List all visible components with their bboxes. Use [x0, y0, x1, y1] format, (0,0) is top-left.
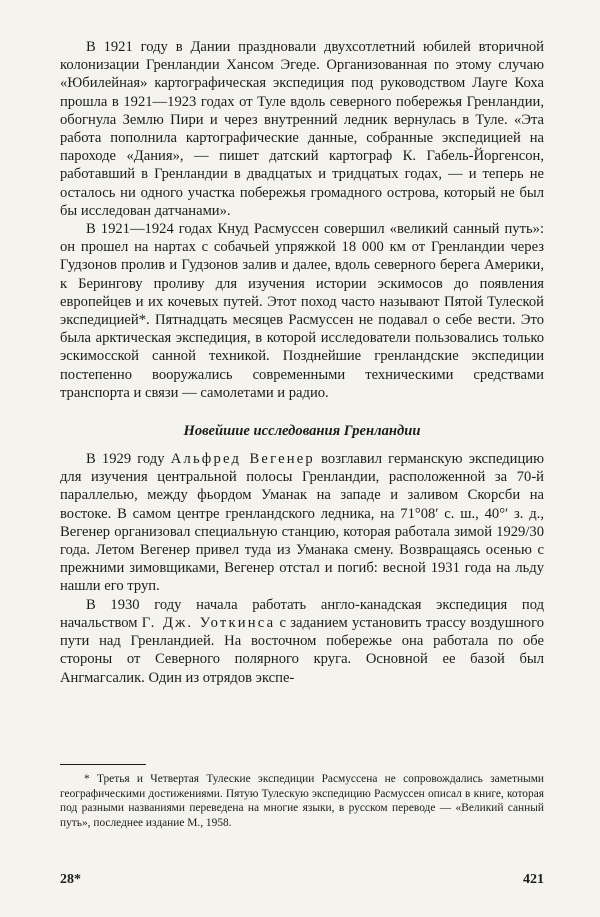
- person-name-watkins: Г. Дж. Уоткинса: [141, 614, 276, 631]
- paragraph-4-lead: В 1930 году начала работать англо-канадская экспедиция под начальством: [60, 596, 544, 631]
- paragraph-3-lead: В 1929 году: [86, 451, 165, 468]
- paragraph-jubilee-expedition: В 1921 году в Дании праздновали двухсотлетний юбилей вторичной колонизации Гренландии Хансом Эгеде. Организованная по этому случаю «Юбилейная» картографическая экспедиция под руководством Лауге Коха прошла в 1921—1923 годах от Туле вдоль северного побережья Гренландии, обогнула Землю Пири и через внутренний ледник вернулась в Туле. «Эта работа пополнила картографические данные, собранные экспедицией на пароходе «Дания», — пишет датский картограф К. Габель-Йоргенсон, работавший в Гренландии в двадцатых и тридцатых годах, — и теперь не осталось ни одного участка побережья громадного острова, который не был бы исследован датчанами».: [60, 39, 544, 219]
- paragraph-3-body: возглавил германскую экспедицию для изучения центральной полосы Гренландии, расположенной за 70-й параллелью, между фьордом Уманак на западе и заливом Скорсби на востоке. В самом центре гренландского ледника, на 71°08′ с. ш., 40°′ з. д., Вегенер организовал специальную станцию, которая работала зимой 1929/30 года. Летом Вегенер привел туда из Уманака смену. Возвращаясь осенью с прежними зимовщиками, Вегенер отстал и погиб: весной 1931 года на льду нашли его труп.: [60, 451, 545, 595]
- footnote-divider: [60, 764, 146, 765]
- paragraph-wegener-expedition: [60, 450, 544, 596]
- paragraph-watkins-expedition: [60, 596, 544, 687]
- paragraph-4-body: с заданием установить трассу воздушного пути над Гренландией. На восточном побережье она работала по обе стороны от Северного полярного круга. Основной ее базой был Ангмагсалик. Один из отрядов экспе-: [60, 614, 544, 686]
- person-name-wegener: Альфред Вегенер: [170, 451, 315, 468]
- page-number: 421: [523, 872, 544, 887]
- footnote: * Третья и Четвертая Тулеские экспедиции Расмуссена не сопровождались заметными географическими достижениями. Пятую Тулескую экспедицию Расмуссен описал в книге, которая под разными названиями переведена на многие языки, в русском переводе — «Великий санный путь», последнее издание М., 1958.: [60, 773, 544, 829]
- section-heading: Новейшие исследования Гренландии: [183, 423, 421, 440]
- signature-mark: 28*: [60, 872, 81, 887]
- paragraph-rasmussen-journey: В 1921—1924 годах Кнуд Расмуссен совершил «великий санный путь»: он прошел на нартах с собачьей упряжкой 18 000 км от Гренландии через Гудзонов пролив и Гудзонов залив и далее, вдоль северного берега Америки, к Берингову проливу для изучения истории эскимосов до появления европейцев и их кочевых путей. Этот поход часто называют Пятой Тулеской экспедицией*. Пятнадцать месяцев Расмуссен не подавал о себе вести. Это была арктическая экспедиция, в которой исследователи пользовались только эскимосской санной техникой. Позднейшие гренландские экспедиции постепенно вооружались современными техническими средствами транспорта и связи — самолетами и радио.: [60, 221, 544, 401]
- main-text-column: [60, 38, 544, 687]
